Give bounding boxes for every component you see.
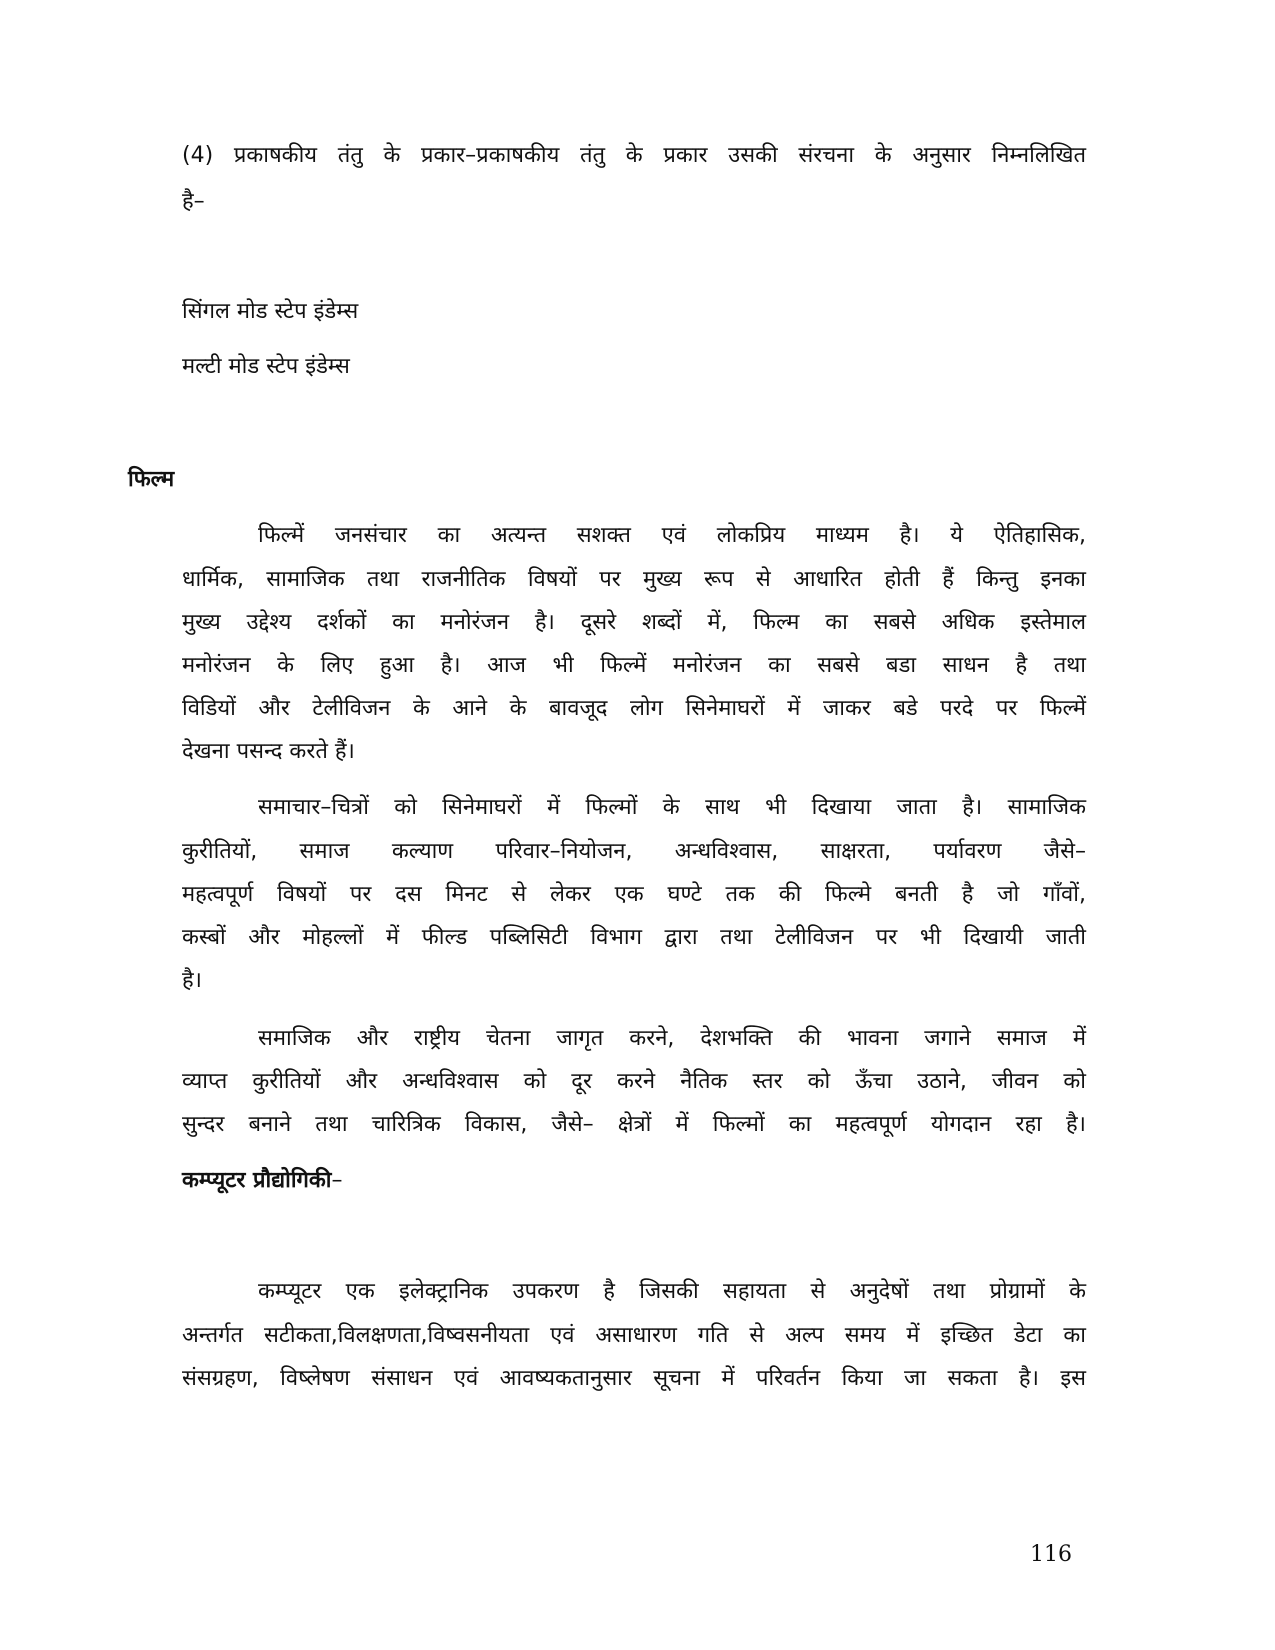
film-heading: फिल्म [128,467,175,492]
page-number: 116 [1030,1542,1072,1567]
fiber-types-intro-line-2: है– [182,189,205,214]
film-para2-line-3: महत्वपूर्ण विषयों पर दस मिनट से लेकर एक घण्टे तक की फिल्मे बनती है जो गाँवों, [182,882,1086,907]
film-para1-line-1: फिल्में जनसंचार का अत्यन्त सशक्त एवं लोकप्रिय माध्यम है। ये ऐतिहासिक, [258,523,1086,548]
film-para2-line-5: है। [182,968,203,993]
computer-heading-dash: – [331,1168,343,1193]
film-para2-line-1: समाचार–चित्रों को सिनेमाघरों में फिल्मों के साथ भी दिखाया जाता है। सामाजिक [258,795,1086,820]
computer-para1-line-3: संसग्रहण, विष्लेषण संसाधन एवं आवष्यकतानुसार सूचना में परिवर्तन किया जा सकता है। इस [182,1366,1086,1391]
film-para1-line-6: देखना पसन्द करते हैं। [182,739,355,764]
fiber-type-item: सिंगल मोड स्टेप इंडेम्स [182,299,359,324]
film-para1-line-2: धार्मिक, सामाजिक तथा राजनीतिक विषयों पर मुख्य रूप से आधारित होती हैं किन्तु इनका [182,567,1086,592]
film-para3-line-3: सुन्दर बनाने तथा चारित्रिक विकास, जैसे– क्षेत्रों में फिल्मों का महत्वपूर्ण योगदान रहा है। [182,1112,1086,1137]
film-para2-line-2: कुरीतियों, समाज कल्याण परिवार–नियोजन, अन्धविश्वास, साक्षरता, पर्यावरण जैसे– [182,839,1086,864]
computer-para1-line-1: कम्प्यूटर एक इलेक्ट्रानिक उपकरण है जिसकी सहायता से अनुदेषों तथा प्रोग्रामों के [258,1279,1086,1304]
film-para1-line-5: विडियों और टेलीविजन के आने के बावजूद लोग सिनेमाघरों में जाकर बडे परदे पर फिल्में [182,696,1086,721]
film-para3-line-2: व्याप्त कुरीतियों और अन्धविश्वास को दूर करने नैतिक स्तर को ऊँचा उठाने, जीवन को [182,1069,1086,1094]
computer-heading-text: कम्प्यूटर प्रौद्योगिकी [182,1168,332,1193]
computer-para1-line-2: अन्तर्गत सटीकता,विलक्षणता,विष्वसनीयता एवं असाधारण गति से अल्प समय में इच्छित डेटा का [182,1323,1086,1348]
computer-heading [182,1166,343,1196]
fiber-type-item: मल्टी मोड स्टेप इंडेम्स [182,354,350,379]
film-para2-line-4: कस्बों और मोहल्लों में फील्ड पब्लिसिटी विभाग द्वारा तथा टेलीविजन पर भी दिखायी जाती [182,925,1086,950]
fiber-types-intro-line-1: (4) प्रकाषकीय तंतु के प्रकार–प्रकाषकीय तंतु के प्रकार उसकी संरचना के अनुसार निम्नलिखित [182,143,1086,168]
film-para1-line-4: मनोरंजन के लिए हुआ है। आज भी फिल्में मनोरंजन का सबसे बडा साधन है तथा [182,653,1086,678]
film-para1-line-3: मुख्य उद्देश्य दर्शकों का मनोरंजन है। दूसरे शब्दों में, फिल्म का सबसे अधिक इस्तेमाल [182,610,1086,635]
film-para3-line-1: समाजिक और राष्ट्रीय चेतना जागृत करने, देशभक्ति की भावना जगाने समाज में [258,1026,1086,1051]
